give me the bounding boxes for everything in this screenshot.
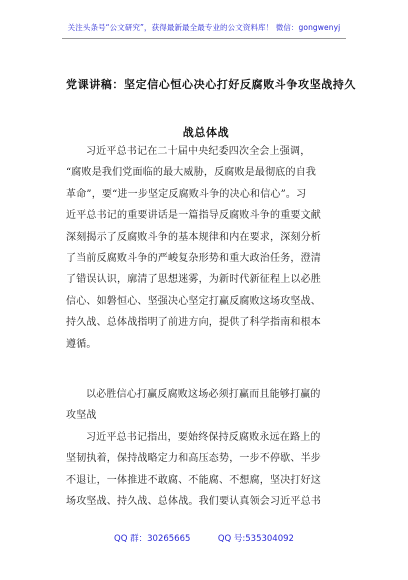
- text-line: 遵循。: [66, 338, 97, 350]
- text-line: 了当前反腐败斗争的严峻复杂形势和重大政治任务，澄清: [66, 253, 321, 265]
- text-line: 习近平总书记指出，要始终保持反腐败永远在路上的: [86, 432, 321, 443]
- text-line: 场攻坚战、持久战、总体战。我们要认真领会习近平总书: [66, 496, 321, 508]
- text-line: 近平总书记的重要讲话是一篇指导反腐败斗争的重要文献: [66, 210, 321, 222]
- document-title-line1: 党课讲稿：坚定信心恒心决心打好反腐败斗争攻坚战持久: [66, 78, 356, 91]
- text-line: 革命”，要“进一步坚定反腐败斗争的决心和信心”。习: [66, 188, 307, 200]
- text-line: 信心、如磐恒心、坚强决心坚定打赢反腐败这场攻坚战、: [66, 295, 321, 307]
- body-paragraph-2-subheading: [66, 384, 346, 427]
- footer-qq-group: QQ 群：30265665: [114, 534, 191, 544]
- body-paragraph-3: [66, 427, 346, 513]
- footer-qq-number: QQ 号:535304092: [217, 534, 294, 544]
- text-line: 持久战、总体战指明了前进方向，提供了科学指南和根本: [66, 317, 321, 329]
- footer-contact: [0, 532, 408, 544]
- text-line: 深刻揭示了反腐败斗争的基本规律和内在要求，深刻分析: [66, 231, 321, 243]
- document-title-line2: 战总体战: [182, 126, 230, 139]
- text-line: 以必胜信心打赢反腐败这场必须打赢而且能够打赢的: [86, 389, 321, 400]
- text-line: 坚韧执着，保持战略定力和高压态势，一步不停歇、半步: [66, 453, 321, 465]
- text-line: 不退让，一体推进不敢腐、不能腐、不想腐，坚决打好这: [66, 474, 321, 486]
- body-paragraph-1: [66, 141, 346, 355]
- text-line: “腐败是我们党面临的最大威胁，反腐败是最彻底的自我: [66, 167, 317, 179]
- text-line: 习近平总书记在二十届中央纪委四次全会上强调，: [86, 146, 311, 157]
- text-line: 攻坚战: [66, 410, 97, 422]
- header-divider: [62, 38, 346, 39]
- text-line: 了错误认识，廓清了思想迷雾，为新时代新征程上以必胜: [66, 274, 321, 286]
- header-promo-note: 关注头条号“公文研究”，获得最新最全最专业的公文资料库！ 微信：gongwenyj: [67, 23, 341, 32]
